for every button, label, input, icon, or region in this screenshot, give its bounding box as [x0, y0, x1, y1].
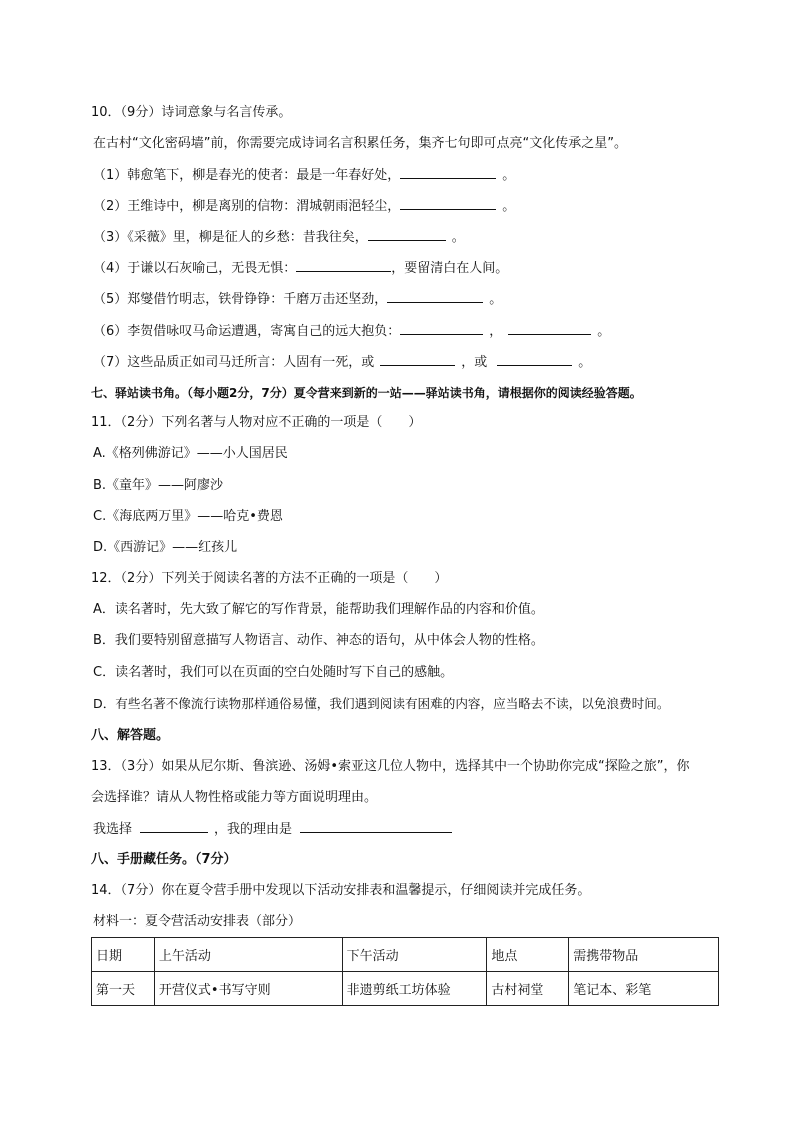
table-header-row: [92, 938, 719, 972]
q11-option-a: A.《格列佛游记》——小人国居民: [93, 446, 288, 461]
q13-stem-line-1: 13．（3分）如果从尼尔斯、鲁滨逊、汤姆•索亚这几位人物中，选择其中一个协助你完成“探险之旅”，你: [91, 759, 690, 774]
table-cell: 笔记本、彩笔: [569, 972, 719, 1006]
table-cell: 开营仪式•书写守则: [154, 972, 342, 1006]
q10-item-3: （3）《采薇》里，柳是征人的乡愁：昔我往矣， 。: [93, 230, 465, 245]
answer-blank[interactable]: [140, 820, 208, 833]
table-header-cell: 地点: [487, 938, 569, 972]
q12-option-d: D．有些名著不像流行读物那样通俗易懂，我们遇到阅读有困难的内容，应当略去不读，以免浪费时间。: [93, 696, 670, 711]
q12-option-c: C．读名著时，我们可以在页面的空白处随时写下自己的感触。: [93, 665, 454, 680]
q11-option-d: D.《西游记》——红孩儿: [93, 540, 238, 555]
answer-blank[interactable]: [508, 322, 591, 335]
q11-stem: 11．（2分）下列名著与人物对应不正确的一项是（ ）: [91, 415, 422, 430]
q13-stem-line-2: 会选择谁？请从人物性格或能力等方面说明理由。: [91, 790, 378, 805]
section-8-heading: 八、解答题。: [91, 728, 170, 743]
answer-blank[interactable]: [400, 166, 496, 179]
q11-option-b: B.《童年》——阿廖沙: [93, 478, 224, 493]
answer-blank[interactable]: [387, 290, 483, 303]
answer-blank[interactable]: [368, 228, 446, 241]
table-header-cell: 下午活动: [342, 938, 487, 972]
q14-stem: 14．（7分）你在夏令营手册中发现以下活动安排表和温馨提示，仔细阅读并完成任务。: [91, 883, 591, 898]
q10-item-4: （4）于谦以石灰喻己，无畏无惧： ，要留清白在人间。: [93, 261, 509, 276]
table-row: [92, 972, 719, 1006]
q11-option-c: C.《海底两万里》——哈克•费恩: [93, 509, 283, 524]
q10-heading: 10．（9分）诗词意象与名言传承。: [91, 105, 292, 120]
answer-blank[interactable]: [497, 353, 572, 366]
q10-item-5: （5）郑燮借竹明志，铁骨铮铮：千磨万击还坚劲， 。: [93, 292, 503, 307]
answer-blank[interactable]: [400, 322, 483, 335]
q12-stem: 12．（2分）下列关于阅读名著的方法不正确的一项是（ ）: [91, 571, 448, 586]
q10-item-7: （7）这些品质正如司马迁所言：人固有一死，或 ，或 。: [93, 355, 592, 370]
q10-item-1: （1）韩愈笔下，柳是春光的使者：最是一年春好处， 。: [93, 168, 516, 183]
section-8-handbook-heading: 八、手册藏任务。（7分）: [91, 852, 237, 867]
q10-item-6: （6）李贺借咏叹马命运遭遇，寄寓自己的远大抱负： ， 。: [93, 324, 611, 339]
activity-schedule-table: [91, 937, 719, 1006]
q10-intro: 在古村“文化密码墙”前，你需要完成诗词名言积累任务，集齐七句即可点亮“文化传承之星”。: [93, 136, 627, 151]
q13-answer-line: 我选择 ，我的理由是: [93, 820, 452, 839]
answer-blank[interactable]: [380, 353, 455, 366]
answer-blank[interactable]: [300, 820, 452, 833]
table-cell: 第一天: [92, 972, 155, 1006]
q12-option-b: B．我们要特别留意描写人物语言、动作、神态的语句，从中体会人物的性格。: [93, 633, 544, 648]
q14-material-title: 材料一：夏令营活动安排表（部分）: [93, 914, 302, 929]
table-header-cell: 需携带物品: [569, 938, 719, 972]
table-header-cell: 日期: [92, 938, 155, 972]
table-header-cell: 上午活动: [154, 938, 342, 972]
section-7-heading: 七、驿站读书角。（每小题2分，7分）夏令营来到新的一站——驿站读书角，请根据你的阅读经验答题。: [91, 386, 642, 400]
q10-item-2: （2）王维诗中，柳是离别的信物：渭城朝雨浥轻尘， 。: [93, 199, 516, 214]
answer-blank[interactable]: [296, 259, 391, 272]
table-cell: 古村祠堂: [487, 972, 569, 1006]
table-cell: 非遗剪纸工坊体验: [342, 972, 487, 1006]
answer-blank[interactable]: [400, 197, 496, 210]
q12-option-a: A．读名著时，先大致了解它的写作背景，能帮助我们理解作品的内容和价值。: [93, 602, 544, 617]
